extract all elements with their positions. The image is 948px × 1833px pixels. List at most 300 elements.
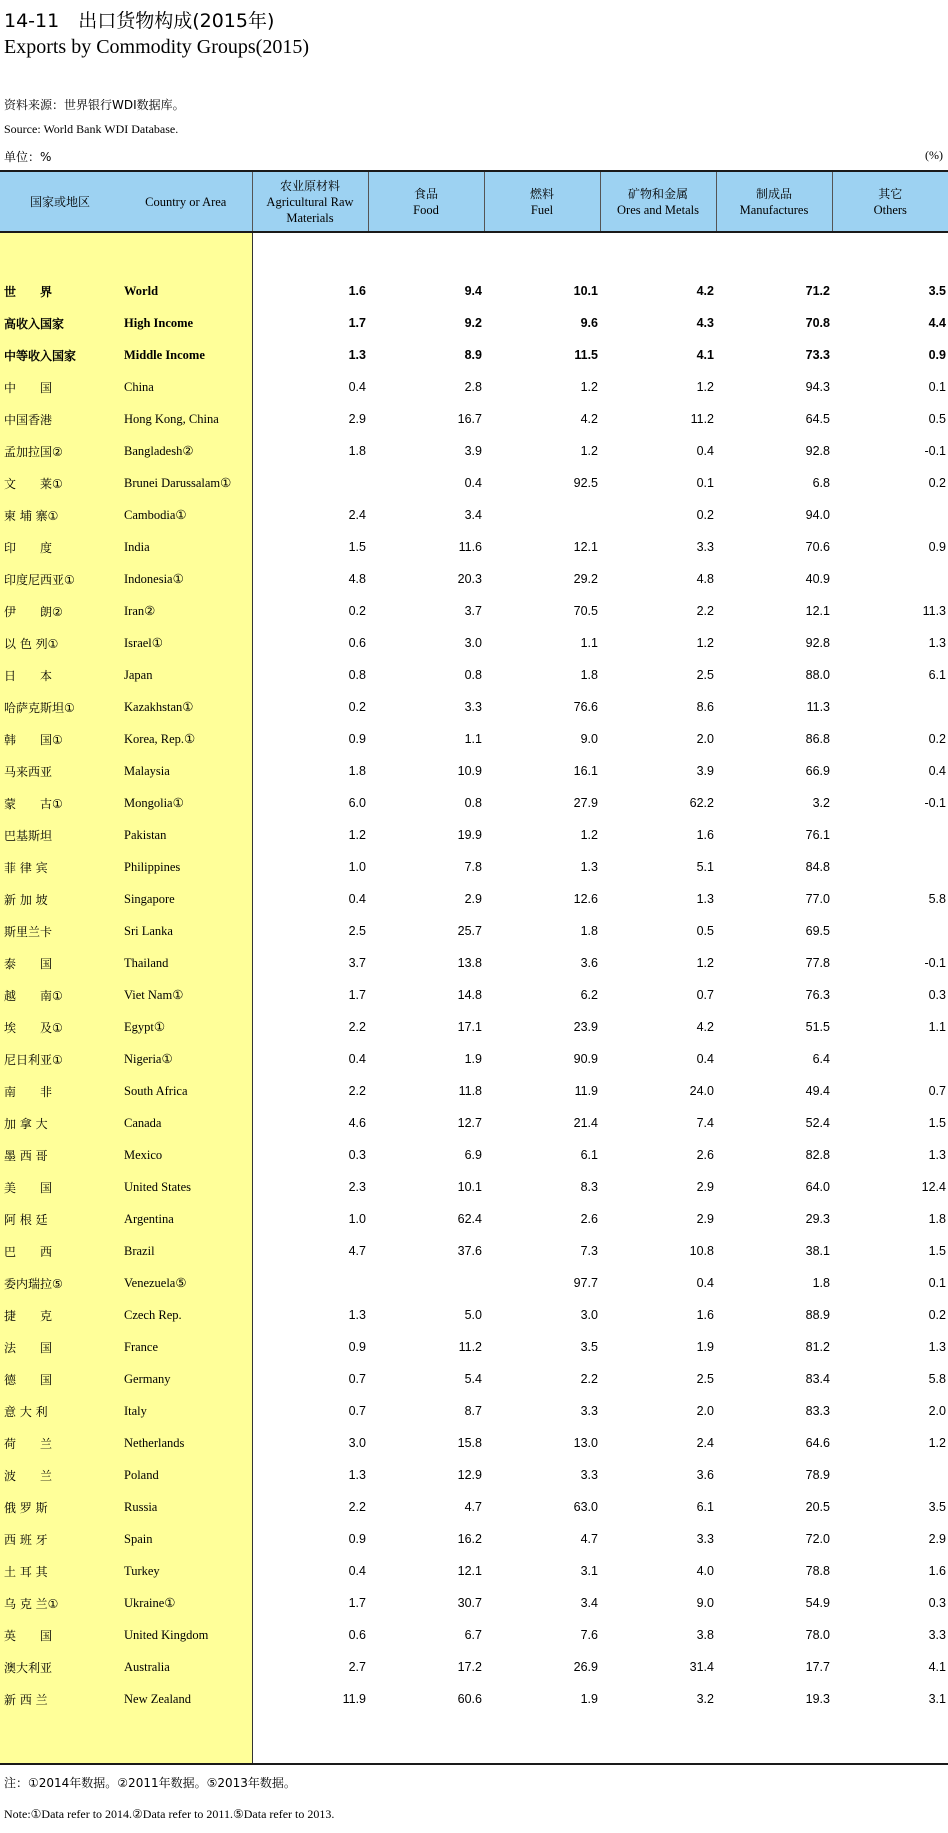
country-name-cn: 高收入国家: [0, 307, 120, 339]
spacer-cell: [368, 232, 484, 275]
country-name-en: Brunei Darussalam①: [120, 467, 252, 499]
table-row: [0, 1203, 948, 1235]
cell-food: 0.8: [464, 668, 482, 682]
cell-others: 0.5: [928, 412, 946, 426]
cell-others: 1.3: [928, 1148, 946, 1162]
cell-ores-metals: 2.2: [696, 604, 714, 618]
cell-manufactures: 88.9: [805, 1308, 830, 1322]
country-name-en: Indonesia①: [120, 563, 252, 595]
spacer-cell: [716, 232, 832, 275]
cell-manufactures: 78.8: [805, 1564, 830, 1578]
cell-ores-metals: 2.9: [696, 1212, 714, 1226]
cell-ores-metals: 2.6: [696, 1148, 714, 1162]
cell-others: 0.4: [928, 764, 946, 778]
cell-fuel: 2.6: [580, 1212, 598, 1226]
cell-others: 0.9: [928, 540, 946, 554]
cell-others: 1.6: [928, 1564, 946, 1578]
cell-food: 11.2: [458, 1340, 482, 1354]
country-name-cn: 菲 律 宾: [0, 851, 120, 883]
country-name-cn: 乌 克 兰①: [0, 1587, 120, 1619]
cell-food: 0.4: [464, 476, 482, 490]
cell-others: 5.8: [928, 1372, 946, 1386]
cell-others: 0.7: [928, 1084, 946, 1098]
spacer-cell: [484, 1715, 600, 1764]
country-name-en: Canada: [120, 1107, 252, 1139]
cell-others: [832, 499, 948, 531]
cell-manufactures: 52.4: [805, 1116, 830, 1130]
cell-fuel: 12.1: [573, 540, 598, 554]
cell-food: 11.6: [458, 540, 482, 554]
country-name-cn: 俄 罗 斯: [0, 1491, 120, 1523]
cell-ores-metals: 1.3: [696, 892, 714, 906]
cell-fuel: 4.7: [580, 1532, 598, 1546]
cell-food: 8.9: [464, 348, 482, 362]
cell-others: -0.1: [924, 956, 946, 970]
table-row: [0, 851, 948, 883]
country-name-en: Thailand: [120, 947, 252, 979]
cell-food: 1.1: [464, 732, 482, 746]
unit-label-chinese: 单位：%: [4, 150, 52, 164]
country-name-cn: 印度尼西亚①: [0, 563, 120, 595]
cell-fuel: 1.8: [580, 924, 598, 938]
cell-agricultural: 0.4: [348, 1564, 366, 1578]
cell-food: 13.8: [457, 956, 482, 970]
cell-food: 3.3: [464, 700, 482, 714]
table-row: [0, 339, 948, 371]
cell-fuel: 90.9: [573, 1052, 598, 1066]
cell-others: 5.8: [928, 892, 946, 906]
table-row: [0, 1619, 948, 1651]
cell-agricultural: 2.5: [348, 924, 366, 938]
country-name-cn: 世 界: [0, 275, 120, 307]
cell-agricultural: 0.3: [348, 1148, 366, 1162]
table-row: [0, 1523, 948, 1555]
cell-manufactures: 73.3: [805, 348, 830, 362]
cell-fuel: 9.0: [580, 732, 598, 746]
country-name-cn: 中等收入国家: [0, 339, 120, 371]
cell-fuel: 1.3: [580, 860, 598, 874]
cell-ores-metals: 2.4: [696, 1436, 714, 1450]
cell-manufactures: 19.3: [805, 1692, 830, 1706]
cell-manufactures: 83.3: [805, 1404, 830, 1418]
country-name-en: Singapore: [120, 883, 252, 915]
cell-others: [832, 1459, 948, 1491]
cell-manufactures: 92.8: [805, 444, 830, 458]
cell-agricultural: 4.8: [348, 572, 366, 586]
country-name-cn: 文 莱①: [0, 467, 120, 499]
country-name-cn: 韩 国①: [0, 723, 120, 755]
cell-ores-metals: 7.4: [696, 1116, 714, 1130]
cell-food: 1.9: [464, 1052, 482, 1066]
country-name-en: United States: [120, 1171, 252, 1203]
country-name-en: World: [120, 275, 252, 307]
spacer-cell: [832, 1715, 948, 1764]
cell-food: 12.9: [457, 1468, 482, 1482]
cell-agricultural: 1.6: [348, 284, 366, 298]
cell-agricultural: 6.0: [348, 796, 366, 810]
cell-ores-metals: 1.6: [696, 828, 714, 842]
cell-agricultural: 2.3: [348, 1180, 366, 1194]
spacer-cell: [600, 232, 716, 275]
cell-fuel: 10.1: [573, 284, 598, 298]
cell-manufactures: 1.8: [812, 1276, 830, 1290]
cell-agricultural: 1.7: [348, 1596, 366, 1610]
cell-fuel: 29.2: [573, 572, 598, 586]
cell-food: 3.9: [464, 444, 482, 458]
country-name-en: Brazil: [120, 1235, 252, 1267]
country-name-en: Mexico: [120, 1139, 252, 1171]
cell-food: 0.8: [464, 796, 482, 810]
country-name-en: Malaysia: [120, 755, 252, 787]
cell-food: 4.7: [464, 1500, 482, 1514]
cell-others: 2.0: [928, 1404, 946, 1418]
header-others: 其它 Others: [832, 171, 948, 232]
cell-others: 0.2: [928, 476, 946, 490]
cell-food: 17.1: [457, 1020, 482, 1034]
cell-agricultural: 0.2: [348, 604, 366, 618]
cell-agricultural: 1.0: [348, 1212, 366, 1226]
cell-ores-metals: 0.1: [696, 476, 714, 490]
cell-ores-metals: 4.1: [696, 348, 714, 362]
cell-food: 2.8: [464, 380, 482, 394]
country-name-en: Czech Rep.: [120, 1299, 252, 1331]
cell-ores-metals: 4.3: [696, 316, 714, 330]
cell-others: 1.5: [928, 1244, 946, 1258]
country-name-cn: 哈萨克斯坦①: [0, 691, 120, 723]
cell-agricultural: 0.9: [348, 1532, 366, 1546]
cell-others: 12.4: [921, 1180, 946, 1194]
table-row: [0, 1235, 948, 1267]
cell-others: 3.3: [928, 1628, 946, 1642]
cell-ores-metals: 2.0: [696, 1404, 714, 1418]
country-name-cn: 巴 西: [0, 1235, 120, 1267]
footnote-chinese: 注：①2014年数据。②2011年数据。⑤2013年数据。: [4, 1776, 296, 1790]
cell-agricultural: 0.6: [348, 1628, 366, 1642]
cell-others: 0.9: [928, 348, 946, 362]
cell-manufactures: 84.8: [805, 860, 830, 874]
cell-food: 11.8: [458, 1084, 482, 1098]
cell-food: 60.6: [457, 1692, 482, 1706]
cell-agricultural: [252, 467, 368, 499]
cell-fuel: 70.5: [573, 604, 598, 618]
cell-fuel: 11.9: [574, 1084, 598, 1098]
cell-agricultural: 1.3: [348, 1468, 366, 1482]
country-name-en: Philippines: [120, 851, 252, 883]
cell-others: [832, 819, 948, 851]
cell-manufactures: 81.2: [805, 1340, 830, 1354]
cell-agricultural: 1.0: [348, 860, 366, 874]
table-row: [0, 819, 948, 851]
country-name-en: Spain: [120, 1523, 252, 1555]
cell-food: 3.4: [464, 508, 482, 522]
cell-agricultural: 0.7: [348, 1404, 366, 1418]
cell-food: 10.1: [457, 1180, 482, 1194]
country-name-en: Sri Lanka: [120, 915, 252, 947]
cell-ores-metals: 4.2: [696, 284, 714, 298]
cell-food: 37.6: [457, 1244, 482, 1258]
cell-others: 0.1: [928, 380, 946, 394]
cell-food: 10.9: [457, 764, 482, 778]
country-name-en: Argentina: [120, 1203, 252, 1235]
cell-ores-metals: 1.2: [696, 636, 714, 650]
cell-manufactures: 3.2: [812, 796, 830, 810]
country-name-cn: 新 西 兰: [0, 1683, 120, 1715]
cell-manufactures: 83.4: [805, 1372, 830, 1386]
country-name-cn: 英 国: [0, 1619, 120, 1651]
spacer-cell: [832, 232, 948, 275]
country-name-cn: 委内瑞拉⑤: [0, 1267, 120, 1299]
country-name-cn: 澳大利亚: [0, 1651, 120, 1683]
cell-manufactures: 78.9: [805, 1468, 830, 1482]
spacer-cell: [0, 1715, 120, 1764]
country-name-en: Egypt①: [120, 1011, 252, 1043]
cell-manufactures: 49.4: [805, 1084, 830, 1098]
cell-food: 5.0: [464, 1308, 482, 1322]
table-row: [0, 627, 948, 659]
cell-others: 1.1: [928, 1020, 946, 1034]
table-row: [0, 1171, 948, 1203]
country-name-en: Israel①: [120, 627, 252, 659]
cell-manufactures: 77.8: [805, 956, 830, 970]
cell-fuel: 1.9: [580, 1692, 598, 1706]
table-row: [0, 883, 948, 915]
cell-agricultural: 1.3: [348, 348, 366, 362]
country-name-cn: 马来西亚: [0, 755, 120, 787]
spacer-cell: [120, 232, 252, 275]
table-row: [0, 659, 948, 691]
cell-manufactures: 82.8: [805, 1148, 830, 1162]
cell-manufactures: 88.0: [805, 668, 830, 682]
country-name-cn: 日 本: [0, 659, 120, 691]
header-food: 食品 Food: [368, 171, 484, 232]
country-name-en: Turkey: [120, 1555, 252, 1587]
cell-manufactures: 86.8: [805, 732, 830, 746]
cell-food: [368, 1267, 484, 1299]
table-row: [0, 1075, 948, 1107]
cell-others: 1.5: [928, 1116, 946, 1130]
country-name-cn: 中 国: [0, 371, 120, 403]
table-row: [0, 691, 948, 723]
cell-manufactures: 20.5: [805, 1500, 830, 1514]
table-row: [0, 787, 948, 819]
cell-others: 0.1: [928, 1276, 946, 1290]
cell-food: 3.0: [464, 636, 482, 650]
table-row: [0, 1331, 948, 1363]
cell-ores-metals: 0.5: [696, 924, 714, 938]
spacer-cell: [368, 1715, 484, 1764]
country-name-en: Hong Kong, China: [120, 403, 252, 435]
cell-manufactures: 76.3: [805, 988, 830, 1002]
cell-others: 0.3: [928, 988, 946, 1002]
header-agricultural: 农业原材料 Agricultural Raw Materials: [252, 171, 368, 232]
exports-table: [0, 170, 948, 1765]
cell-food: 19.9: [457, 828, 482, 842]
cell-ores-metals: 0.7: [696, 988, 714, 1002]
table-row: [0, 755, 948, 787]
cell-others: 3.5: [928, 1500, 946, 1514]
source-note-chinese: 资料来源：世界银行WDI数据库。: [4, 98, 185, 112]
cell-fuel: 27.9: [573, 796, 598, 810]
table-title-chinese: 14-11 出口货物构成(2015年): [4, 10, 275, 32]
exports-table-container: [0, 170, 948, 1765]
cell-agricultural: 1.2: [348, 828, 366, 842]
country-name-cn: 巴基斯坦: [0, 819, 120, 851]
country-name-cn: 以 色 列①: [0, 627, 120, 659]
country-name-en: Germany: [120, 1363, 252, 1395]
cell-agricultural: 0.9: [348, 732, 366, 746]
cell-food: 62.4: [457, 1212, 482, 1226]
cell-food: 8.7: [464, 1404, 482, 1418]
cell-others: [832, 851, 948, 883]
cell-agricultural: 2.7: [348, 1660, 366, 1674]
cell-others: -0.1: [924, 444, 946, 458]
footnote-english: Note:①Data refer to 2014.②Data refer to 2011.⑤Data refer to 2013.: [4, 1807, 335, 1821]
cell-ores-metals: 4.2: [696, 1020, 714, 1034]
country-name-cn: 荷 兰: [0, 1427, 120, 1459]
cell-ores-metals: 2.5: [696, 668, 714, 682]
header-manufactures: 制成品 Manufactures: [716, 171, 832, 232]
table-row: [0, 1555, 948, 1587]
cell-ores-metals: 3.3: [696, 540, 714, 554]
table-row: [0, 307, 948, 339]
cell-manufactures: 69.5: [805, 924, 830, 938]
cell-others: 1.3: [928, 636, 946, 650]
cell-ores-metals: 9.0: [696, 1596, 714, 1610]
cell-food: 9.4: [464, 284, 482, 298]
cell-manufactures: 71.2: [805, 284, 830, 298]
country-name-en: Pakistan: [120, 819, 252, 851]
cell-manufactures: 64.0: [805, 1180, 830, 1194]
cell-fuel: 1.8: [580, 668, 598, 682]
header-fuel: 燃料 Fuel: [484, 171, 600, 232]
cell-fuel: 3.3: [580, 1468, 598, 1482]
country-name-en: France: [120, 1331, 252, 1363]
table-row: [0, 1043, 948, 1075]
country-name-cn: 新 加 坡: [0, 883, 120, 915]
country-name-cn: 波 兰: [0, 1459, 120, 1491]
cell-ores-metals: 3.8: [696, 1628, 714, 1642]
cell-ores-metals: 3.3: [696, 1532, 714, 1546]
cell-manufactures: 12.1: [805, 604, 830, 618]
cell-agricultural: 3.7: [348, 956, 366, 970]
country-name-cn: 墨 西 哥: [0, 1139, 120, 1171]
cell-ores-metals: 6.1: [696, 1500, 714, 1514]
cell-agricultural: [252, 1267, 368, 1299]
cell-manufactures: 72.0: [805, 1532, 830, 1546]
cell-food: 16.7: [457, 412, 482, 426]
cell-agricultural: 2.2: [348, 1500, 366, 1514]
cell-ores-metals: 3.6: [696, 1468, 714, 1482]
spacer-cell: [252, 232, 368, 275]
cell-food: 6.9: [464, 1148, 482, 1162]
cell-fuel: 7.6: [580, 1628, 598, 1642]
cell-food: 5.4: [464, 1372, 482, 1386]
cell-fuel: 3.4: [580, 1596, 598, 1610]
cell-manufactures: 64.6: [805, 1436, 830, 1450]
country-name-cn: 尼日利亚①: [0, 1043, 120, 1075]
country-name-cn: 加 拿 大: [0, 1107, 120, 1139]
cell-food: 15.8: [457, 1436, 482, 1450]
country-name-cn: 德 国: [0, 1363, 120, 1395]
cell-fuel: 13.0: [573, 1436, 598, 1450]
table-title-english: Exports by Commodity Groups(2015): [4, 36, 309, 58]
spacer-cell: [252, 1715, 368, 1764]
country-name-en: Middle Income: [120, 339, 252, 371]
cell-others: [832, 691, 948, 723]
cell-food: 7.8: [464, 860, 482, 874]
cell-manufactures: 92.8: [805, 636, 830, 650]
cell-fuel: 3.6: [580, 956, 598, 970]
cell-agricultural: 1.7: [348, 988, 366, 1002]
cell-fuel: 4.2: [580, 412, 598, 426]
table-row: [0, 371, 948, 403]
country-name-cn: 孟加拉国②: [0, 435, 120, 467]
cell-others: 0.2: [928, 1308, 946, 1322]
cell-others: 4.4: [928, 316, 946, 330]
cell-manufactures: 6.8: [812, 476, 830, 490]
cell-others: 3.5: [928, 284, 946, 298]
cell-agricultural: 1.3: [348, 1308, 366, 1322]
cell-agricultural: 4.7: [348, 1244, 366, 1258]
cell-ores-metals: 62.2: [689, 796, 714, 810]
cell-ores-metals: 0.2: [696, 508, 714, 522]
cell-manufactures: 64.5: [805, 412, 830, 426]
cell-others: 11.3: [922, 604, 946, 618]
spacer-cell: [716, 1715, 832, 1764]
cell-ores-metals: 24.0: [689, 1084, 714, 1098]
cell-fuel: 7.3: [580, 1244, 598, 1258]
country-name-cn: 中国香港: [0, 403, 120, 435]
cell-manufactures: 66.9: [805, 764, 830, 778]
cell-others: 1.2: [928, 1436, 946, 1450]
cell-manufactures: 29.3: [805, 1212, 830, 1226]
cell-food: 25.7: [457, 924, 482, 938]
country-name-cn: 捷 克: [0, 1299, 120, 1331]
table-row: [0, 723, 948, 755]
table-row: [0, 1427, 948, 1459]
cell-ores-metals: 2.9: [696, 1180, 714, 1194]
cell-others: 3.1: [928, 1692, 946, 1706]
country-name-cn: 南 非: [0, 1075, 120, 1107]
country-name-cn: 美 国: [0, 1171, 120, 1203]
cell-food: 30.7: [457, 1596, 482, 1610]
cell-fuel: 76.6: [573, 700, 598, 714]
cell-agricultural: 1.7: [348, 316, 366, 330]
country-name-en: Nigeria①: [120, 1043, 252, 1075]
country-name-cn: 斯里兰卡: [0, 915, 120, 947]
cell-fuel: 92.5: [573, 476, 598, 490]
cell-ores-metals: 0.4: [696, 1052, 714, 1066]
cell-ores-metals: 4.8: [696, 572, 714, 586]
cell-food: 20.3: [457, 572, 482, 586]
country-name-en: Poland: [120, 1459, 252, 1491]
country-name-en: Viet Nam①: [120, 979, 252, 1011]
cell-ores-metals: 0.4: [696, 1276, 714, 1290]
cell-others: 4.1: [928, 1660, 946, 1674]
table-row: [0, 1363, 948, 1395]
cell-ores-metals: 5.1: [696, 860, 714, 874]
country-name-cn: 法 国: [0, 1331, 120, 1363]
country-name-cn: 蒙 古①: [0, 787, 120, 819]
table-row: [0, 467, 948, 499]
header-country-en: Country or Area: [120, 171, 252, 232]
cell-manufactures: 54.9: [805, 1596, 830, 1610]
cell-fuel: 1.1: [580, 636, 598, 650]
cell-others: [832, 563, 948, 595]
cell-fuel: 21.4: [573, 1116, 598, 1130]
cell-food: 2.9: [464, 892, 482, 906]
spacer-row: [0, 232, 948, 275]
